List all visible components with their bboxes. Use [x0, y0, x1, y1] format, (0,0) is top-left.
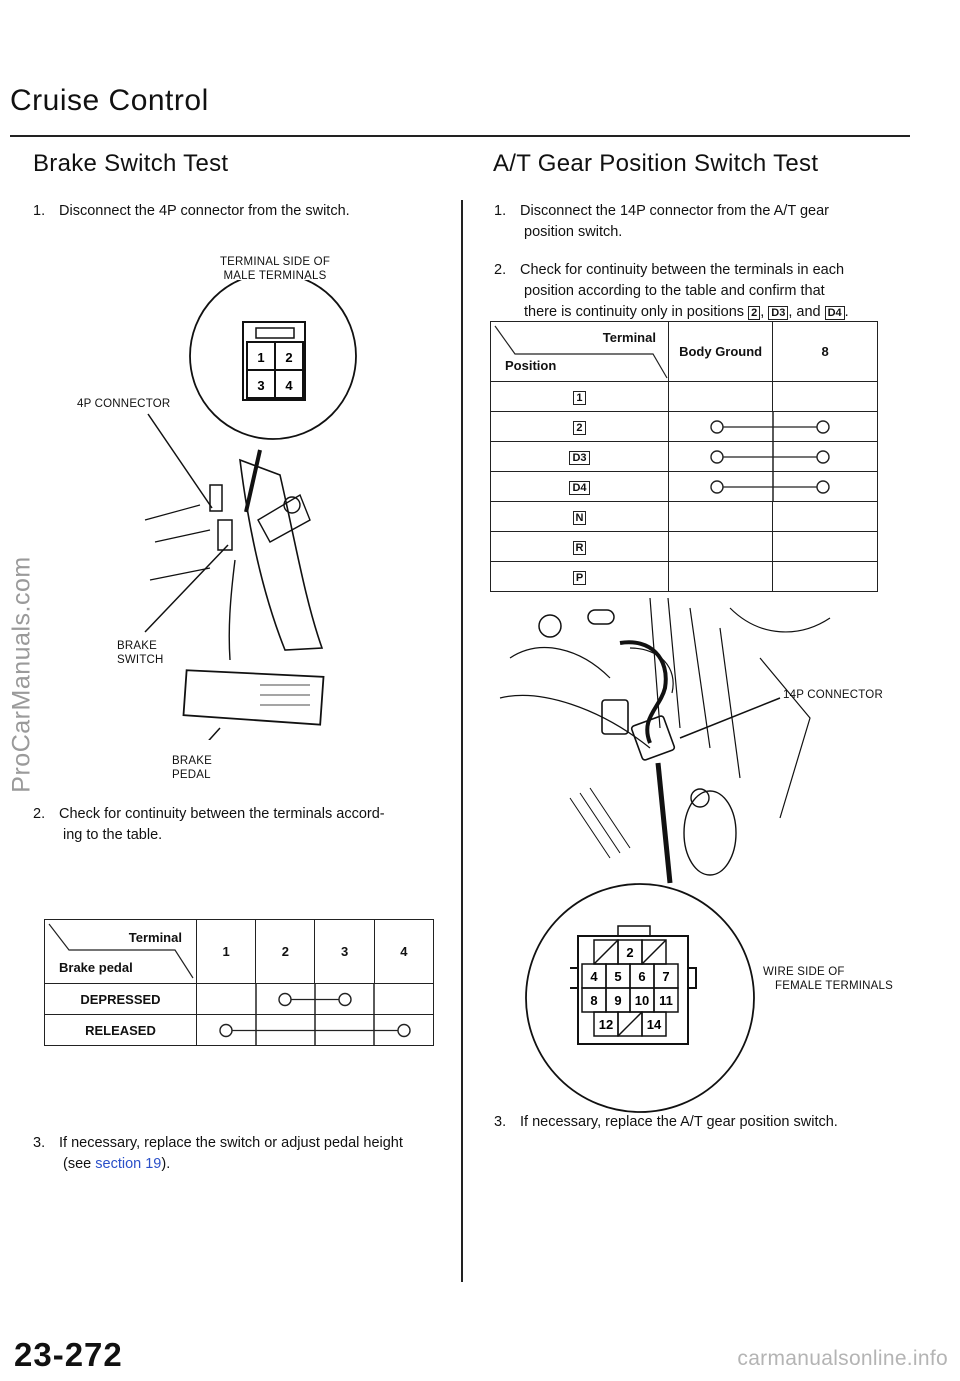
gear-position-p — [491, 562, 669, 592]
brake-switch-leader — [145, 545, 228, 632]
left-step-1-num: 1. — [33, 203, 46, 219]
14p-pin-12: 12 — [598, 1017, 614, 1032]
terminal-side-label-line2: MALE TERMINALS — [223, 270, 327, 282]
14p-pin-14: 14 — [646, 1017, 662, 1032]
column-divider — [461, 200, 463, 1282]
4p-pin-4: 4 — [285, 378, 293, 393]
table-row-depressed — [45, 984, 434, 1015]
gear-row-1-8 — [773, 382, 878, 412]
right-step-1-text-a: Disconnect the 14P connector from the A/T gear — [520, 203, 829, 219]
page-title: Cruise Control — [10, 84, 209, 117]
gear-table-header-position: Position — [505, 358, 557, 373]
terminal-side-label-line1: TERMINAL SIDE OF — [219, 256, 331, 268]
gear-row-1 — [491, 382, 878, 412]
right-step-2-text-b: position according to the table and confirm that — [524, 283, 825, 299]
gear-position-d4 — [491, 472, 669, 502]
magnifier-pointer — [246, 450, 260, 512]
left-step-3 — [33, 1133, 453, 1175]
section-19-link[interactable]: section 19 — [95, 1156, 162, 1172]
gear-row-r-8 — [773, 532, 878, 562]
gear-position-d3-box: D3 — [569, 451, 589, 465]
14p-pin-6: 6 — [638, 969, 646, 984]
page-number: 23-272 — [14, 1336, 123, 1373]
gear-position-r-box: R — [573, 541, 587, 555]
gear-table-corner-cell — [491, 322, 669, 382]
14p-pin-11: 11 — [659, 993, 673, 1008]
gear-row-p-body-ground — [668, 562, 772, 592]
14p-latch — [618, 926, 650, 936]
brake-switch-illustration — [60, 280, 460, 740]
table-header-brake-pedal: Brake pedal — [59, 960, 133, 975]
brake-pedal-label-line2: PEDAL — [172, 769, 211, 781]
right-step-2-num: 2. — [494, 262, 507, 278]
gear-row-d3-continuity — [668, 442, 877, 472]
pedal-rod — [229, 560, 235, 660]
right-step-2-text-c: there is continuity only in positions 2 , D3 , and D4 . — [524, 304, 849, 320]
left-step-3-text-a: If necessary, replace the switch or adjust pedal height — [59, 1135, 403, 1151]
brake-switch-continuity-table — [44, 919, 434, 1046]
right-step-1 — [494, 201, 894, 243]
position-box-d3: D3 — [768, 306, 788, 320]
right-step-3 — [494, 1112, 894, 1133]
col-header-2: 2 — [256, 920, 315, 984]
4p-pin-1: 1 — [257, 350, 265, 365]
row-label-depressed: DEPRESSED — [45, 984, 197, 1015]
wire-side-label-line1: WIRE SIDE OF — [763, 966, 845, 978]
position-box-2: 2 — [748, 306, 760, 320]
mount-bolt — [539, 615, 561, 637]
right-step-1-text-b: position switch. — [524, 224, 623, 240]
4p-leader-line — [148, 414, 212, 508]
gear-row-d3-continuity-line — [669, 442, 878, 472]
gear-row-p-8 — [773, 562, 878, 592]
right-step-2 — [494, 260, 894, 323]
gear-row-r-body-ground — [668, 532, 772, 562]
gear-position-d3 — [491, 442, 669, 472]
left-step-1-text: Disconnect the 4P connector from the switch. — [59, 203, 350, 219]
cooling-fins — [570, 788, 630, 858]
col-header-8: 8 — [773, 322, 878, 382]
left-step-2-num: 2. — [33, 806, 46, 822]
4p-pin-2: 2 — [285, 350, 293, 365]
left-step-3-text-b — [33, 1154, 453, 1175]
left-step-3-see: (see — [63, 1156, 96, 1172]
gear-position-2-box: 2 — [573, 421, 585, 435]
brake-pedal-pad — [183, 667, 323, 724]
gear-position-p-box: P — [573, 571, 586, 585]
14p-pin-7: 7 — [662, 969, 670, 984]
col-header-4: 4 — [374, 920, 433, 984]
gear-row-n-body-ground — [668, 502, 772, 532]
left-step-2-text-b: ing to the table. — [63, 827, 163, 843]
connector-magnifier-circle — [190, 280, 356, 439]
14p-pin-4: 4 — [590, 969, 598, 984]
depressed-continuity — [196, 984, 433, 1015]
gear-position-r — [491, 532, 669, 562]
col-header-3: 3 — [315, 920, 374, 984]
gear-position-1 — [491, 382, 669, 412]
pedal-pad-ribs — [260, 685, 310, 705]
4p-pin-3: 3 — [257, 378, 265, 393]
gear-switch-heading: A/T Gear Position Switch Test — [493, 150, 819, 177]
brake-pedal-leader — [202, 728, 220, 740]
gear-position-1-box: 1 — [573, 391, 585, 405]
table-corner-cell — [45, 920, 197, 984]
gear-row-p — [491, 562, 878, 592]
switch-body — [218, 520, 232, 550]
right-step-3-num: 3. — [494, 1114, 507, 1130]
gear-table-header-terminal: Terminal — [602, 330, 656, 345]
table-row-released — [45, 1015, 434, 1046]
table-header-terminal: Terminal — [128, 930, 182, 945]
left-step-1 — [33, 201, 453, 222]
row-label-released: RELEASED — [45, 1015, 197, 1046]
wire-side-label — [763, 965, 893, 993]
left-step-2-text-a: Check for continuity between the terminals accord- — [59, 806, 385, 822]
right-step-2-text-a: Check for continuity between the terminals in each — [520, 262, 845, 278]
gear-position-d4-box: D4 — [569, 481, 589, 495]
brake-switch-heading: Brake Switch Test — [33, 150, 229, 177]
gear-row-n-8 — [773, 502, 878, 532]
gear-row-n — [491, 502, 878, 532]
released-continuity — [196, 1015, 433, 1046]
14p-pin-5: 5 — [614, 969, 622, 984]
right-step-3-text: If necessary, replace the A/T gear position switch. — [520, 1114, 838, 1130]
transmission-illustration — [480, 598, 900, 888]
gear-position-n — [491, 502, 669, 532]
14p-connector-magnifier — [520, 878, 760, 1118]
brake-switch-label-line1: BRAKE — [117, 640, 157, 652]
wire-harness — [620, 642, 666, 743]
left-step-2 — [33, 804, 453, 846]
gear-position-n-box: N — [573, 511, 587, 525]
gear-row-2-continuity — [668, 412, 877, 442]
position-box-d4: D4 — [825, 306, 845, 320]
gear-row-r — [491, 532, 878, 562]
gear-row-2 — [491, 412, 878, 442]
mounting-bracket-lines — [145, 505, 210, 580]
14p-pin-8: 8 — [590, 993, 598, 1008]
14p-pin-2: 2 — [626, 945, 634, 960]
depressed-continuity-line — [197, 984, 433, 1015]
gear-row-d4-continuity — [668, 472, 877, 502]
watermark: ProCarManuals.com — [7, 556, 36, 793]
speed-sensor — [684, 791, 736, 875]
right-step-2-and: , and — [788, 304, 821, 320]
gear-row-1-body-ground — [668, 382, 772, 412]
wire-side-label-line2: FEMALE TERMINALS — [775, 980, 894, 992]
released-continuity-line — [197, 1015, 433, 1046]
slot-hole — [588, 610, 614, 624]
magnifier-pointer-right — [658, 763, 670, 883]
right-step-2-positions-text: there is continuity only in positions — [524, 304, 745, 320]
right-step-1-num: 1. — [494, 203, 507, 219]
terminal-side-label — [200, 255, 350, 283]
brake-pedal-label — [172, 754, 212, 782]
gear-position-continuity-table — [490, 321, 878, 592]
brake-pedal-label-line1: BRAKE — [172, 755, 212, 767]
left-step-3-num: 3. — [33, 1135, 46, 1151]
gear-row-d3 — [491, 442, 878, 472]
footer-site: carmanualsonline.info — [737, 1347, 948, 1370]
title-rule — [10, 135, 910, 137]
left-step-3-close: ). — [161, 1156, 171, 1172]
14p-pin-9: 9 — [614, 993, 622, 1008]
gear-row-d4-continuity-line — [669, 472, 878, 502]
gear-row-2-continuity-line — [669, 412, 878, 442]
col-header-body-ground: Body Ground — [668, 322, 772, 382]
brake-switch-label-line2: SWITCH — [117, 654, 164, 666]
4p-connector-latch — [256, 328, 294, 338]
gear-position-2 — [491, 412, 669, 442]
14p-pin-10: 10 — [634, 993, 650, 1008]
4p-connector-label: 4P CONNECTOR — [77, 398, 171, 410]
col-header-1: 1 — [196, 920, 255, 984]
gear-row-d4 — [491, 472, 878, 502]
14p-connector-label: 14P CONNECTOR — [783, 689, 883, 701]
